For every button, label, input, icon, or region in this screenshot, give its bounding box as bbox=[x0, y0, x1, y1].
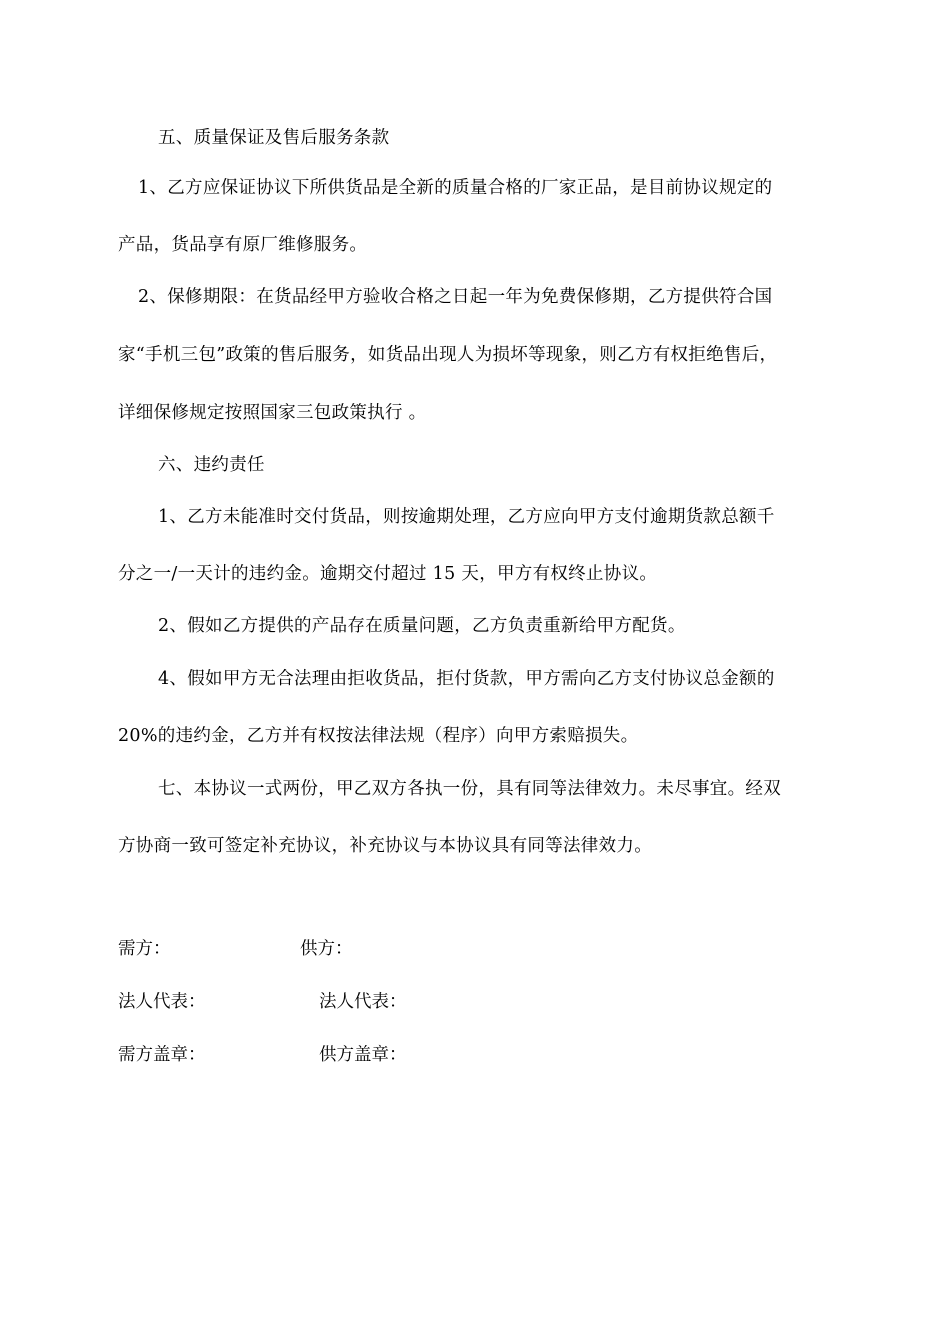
section5-item2-line1: 2、保修期限：在货品经甲方验收合格之日起一年为免费保修期，乙方提供符合国 bbox=[138, 287, 773, 307]
section5-item1-line1: 1、乙方应保证协议下所供货品是全新的质量合格的厂家正品，是目前协议规定的 bbox=[138, 178, 773, 198]
supply-rep-label: 法人代表： bbox=[319, 992, 407, 1012]
section7-line2: 方协商一致可签定补充协议，补充协议与本协议具有同等法律效力。 bbox=[118, 836, 652, 856]
demand-seal-label: 需方盖章： bbox=[118, 1045, 206, 1065]
demand-rep-label: 法人代表： bbox=[118, 992, 206, 1012]
supply-party-label: 供方： bbox=[300, 939, 353, 959]
section6-item1-line2: 分之一/一天计的违约金。逾期交付超过 15 天，甲方有权终止协议。 bbox=[118, 564, 658, 584]
section6-item4-line2: 20%的违约金，乙方并有权按法律法规（程序）向甲方索赔损失。 bbox=[118, 726, 639, 746]
section6-item2-line1: 2、假如乙方提供的产品存在质量问题，乙方负责重新给甲方配货。 bbox=[158, 616, 686, 636]
section6-heading: 六、违约责任 bbox=[158, 455, 265, 475]
section6-item4-line1: 4、假如甲方无合法理由拒收货品，拒付货款，甲方需向乙方支付协议总金额的 bbox=[158, 669, 775, 689]
section5-heading: 五、质量保证及售后服务条款 bbox=[158, 128, 390, 148]
section7-line1: 七、本协议一式两份，甲乙双方各执一份，具有同等法律效力。未尽事宜。经双 bbox=[158, 779, 781, 799]
supply-seal-label: 供方盖章： bbox=[319, 1045, 407, 1065]
section5-item2-line3: 详细保修规定按照国家三包政策执行 。 bbox=[118, 403, 427, 423]
demand-party-label: 需方： bbox=[118, 939, 171, 959]
section6-item1-line1: 1、乙方未能准时交付货品，则按逾期处理，乙方应向甲方支付逾期货款总额千 bbox=[158, 507, 775, 527]
section5-item2-line2: 家“手机三包”政策的售后服务，如货品出现人为损坏等现象，则乙方有权拒绝售后， bbox=[118, 345, 778, 365]
section5-item1-line2: 产品，货品享有原厂维修服务。 bbox=[118, 235, 368, 255]
